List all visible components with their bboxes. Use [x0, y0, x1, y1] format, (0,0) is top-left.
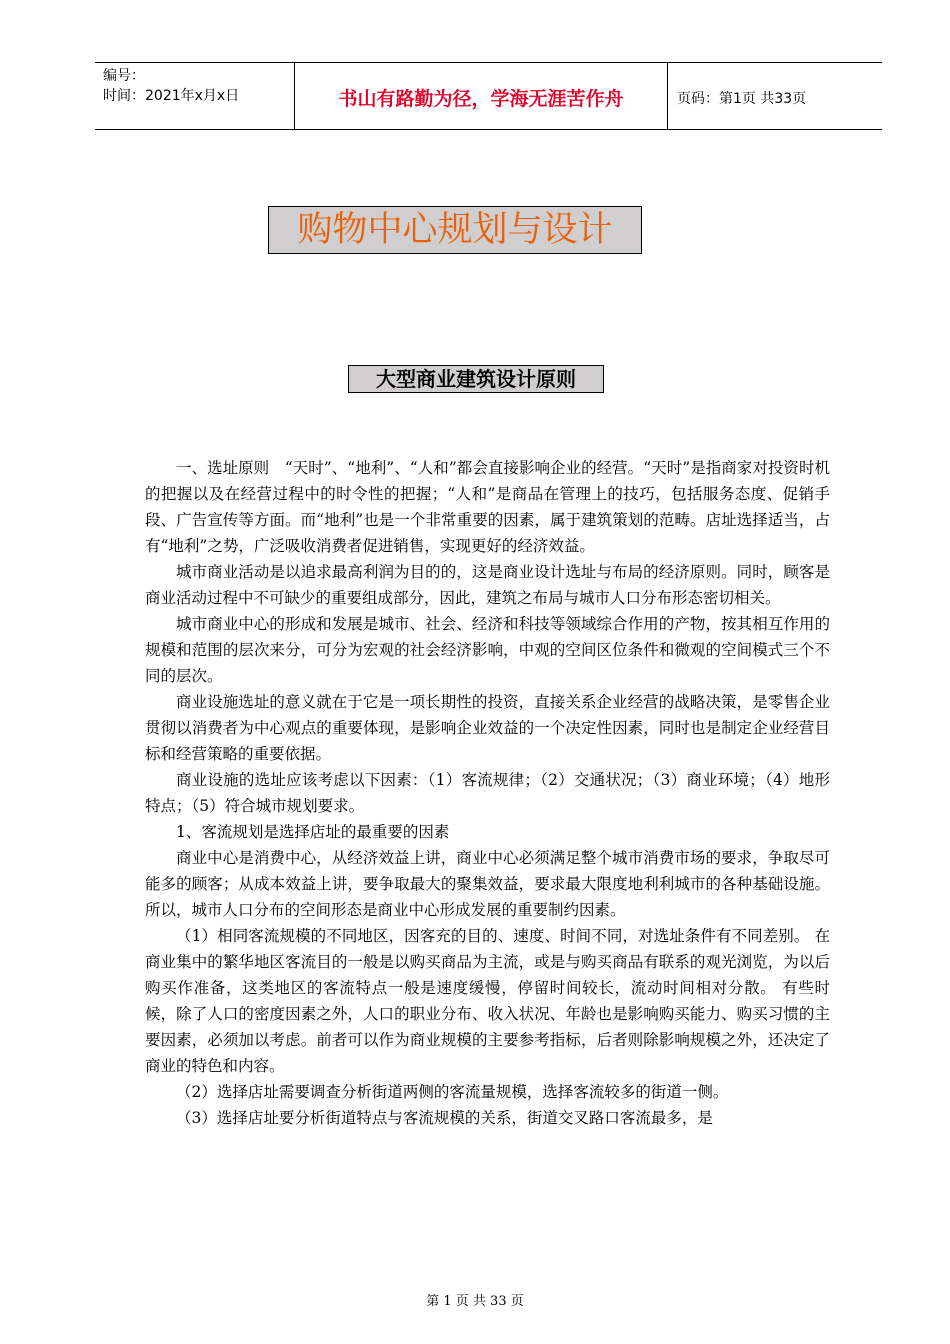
document-title: 购物中心规划与设计 — [268, 206, 642, 254]
paragraph: 城市商业活动是以追求最高利润为目的的，这是商业设计选址与布局的经济原则。同时，顾客是商业活动过程中不可缺少的重要组成部分，因此，建筑之布局与城市人口分布形态密切相关。 — [145, 563, 830, 607]
header-left-block — [103, 66, 239, 106]
body-text — [145, 455, 830, 1131]
paragraph: （3）选择店址要分析街道特点与客流规模的关系，街道交叉路口客流最多，是 — [176, 1109, 713, 1127]
paragraph-heading: 1、客流规划是选择店址的最重要的因素 — [176, 823, 450, 841]
page-footer: 第 1 页 共 33 页 — [426, 1294, 524, 1309]
header-rule-top — [95, 62, 882, 63]
header-page-info: 页码：第1页 共33页 — [677, 91, 807, 107]
paragraph: （2）选择店址需要调查分析街道两侧的客流量规模，选择客流较多的街道一侧。 — [176, 1083, 729, 1101]
paragraph: 商业设施的选址应该考虑以下因素：（1）客流规律；（2）交通状况；（3）商业环境；（4）地形特点；（5）符合城市规划要求。 — [145, 771, 830, 815]
paragraph: 城市商业中心的形成和发展是城市、社会、经济和科技等领域综合作用的产物，按其相互作用的规模和范围的层次来分，可分为宏观的社会经济影响，中观的空间区位条件和微观的空间模式三个不同的层次。 — [145, 615, 830, 685]
paragraph: 商业中心是消费中心，从经济效益上讲，商业中心必须满足整个城市消费市场的要求，争取尽可能多的顾客；从成本效益上讲，要争取最大的聚集效益，要求最大限度地利利城市的各种基础设施。所以，城市人口分布的空间形态是商业中心形成发展的重要制约因素。 — [145, 849, 830, 919]
paragraph: 商业设施选址的意义就在于它是一项长期性的投资，直接关系企业经营的战略决策，是零售企业贯彻以消费者为中心观点的重要体现，是影响企业效益的一个决定性因素，同时也是制定企业经营目标和经营策略的重要依据。 — [145, 693, 830, 763]
header-rule-bottom — [95, 129, 882, 130]
header-motto: 书山有路勤为径，学海无涯苦作舟 — [338, 88, 624, 110]
paragraph: （1）相同客流规模的不同地区，因客充的目的、速度、时间不同，对选址条件有不同差别。 在商业集中的繁华地区客流目的一般是以购买商品为主流，或是与购买商品有联系的观光浏览，为以后购买作准备，这类地区的客流特点一般是速度缓慢，停留时间较长，流动时间相对分散。 有些时候，除了人口的密度因素之外，人口的职业分布、收入状况、年龄也是影响购买能力、购买习惯的主要因素，必须加以考虑。前者可以作为商业规模的主要参考指标，后者则除影响规模之外，还决定了商业的特色和内容。 — [145, 927, 830, 1075]
serial-number-label: 编号： — [103, 68, 145, 84]
header-divider-left — [294, 62, 295, 130]
header-divider-right — [667, 62, 668, 130]
time-label: 时间：2021年x月x日 — [103, 88, 240, 104]
paragraph: 一、选址原则 “天时”、“地利”、“人和”都会直接影响企业的经营。“天时”是指商家对投资时机的把握以及在经营过程中的时令性的把握；“人和”是商品在管理上的技巧，包括服务态度、促销手段、广告宣传等方面。而“地利”也是一个非常重要的因素，属于建筑策划的范畴。店址选择适当，占有“地利”之势，广泛吸收消费者促进销售，实现更好的经济效益。 — [145, 459, 830, 555]
section-title: 大型商业建筑设计原则 — [348, 365, 604, 393]
